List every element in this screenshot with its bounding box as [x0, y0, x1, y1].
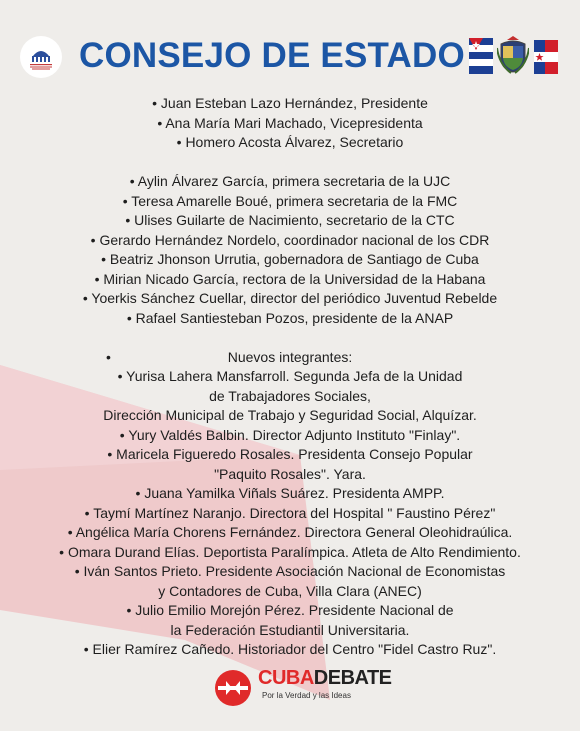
red-star-flag-icon [534, 40, 558, 74]
cuban-flag-icon [469, 38, 493, 74]
new-member-line: "Paquito Rosales". Yara. [214, 465, 366, 482]
new-member-line: y Contadores de Cuba, Villa Clara (ANEC) [158, 582, 422, 599]
new-member-line: de Trabajadores Sociales, [209, 387, 371, 404]
new-members-heading-row [0, 348, 580, 368]
member-item: • Beatriz Jhonson Urrutia, gobernadora de Santiago de Cuba [101, 251, 479, 267]
member-item: • Gerardo Hernández Nordelo, coordinador nacional de los CDR [90, 231, 490, 248]
leadership-item: • Ana María Mari Machado, Vicepresidenta [157, 114, 423, 131]
member-item: • Mirian Nicado García, rectora de la Universidad de la Habana [94, 270, 486, 287]
new-member-line: • Maricela Figueredo Rosales. Presidenta Consejo Popular [107, 446, 473, 462]
cubadebate-brand [214, 666, 392, 710]
new-member-line: • Elier Ramírez Cañedo. Historiador del Centro "Fidel Castro Ruz". [83, 641, 497, 657]
member-item: • Yoerkis Sánchez Cuellar, director del periódico Juventud Rebelde [82, 290, 498, 306]
member-item: • Rafael Santiesteban Pozos, presidente de la ANAP [126, 309, 454, 326]
new-member-line: • Yury Valdés Balbin. Director Adjunto Instituto "Finlay". [119, 426, 461, 443]
cubadebate-slogan: Por la Verdad y las Ideas [262, 691, 351, 700]
new-member-line: • Iván Santos Prieto. Presidente Asociación Nacional de Economistas [74, 563, 506, 579]
new-member-line: • Angélica María Chorens Fernández. Directora General Oleohidraúlica. [67, 524, 513, 540]
new-member-line: • Yurisa Lahera Mansfarroll. Segunda Jefa de la Unidad [117, 368, 463, 384]
parliament-emblem-icon [20, 36, 62, 78]
member-item: • Aylin Álvarez García, primera secretaria de la UJC [129, 173, 451, 189]
new-member-line: • Omara Durand Elías. Deportista Paralímpica. Atleta de Alto Rendimiento. [59, 543, 521, 560]
member-item: • Ulises Guilarte de Nacimiento, secretario de la CTC [125, 212, 455, 228]
header [0, 32, 580, 84]
new-member-line: • Julio Emilio Morejón Pérez. Presidente Nacional de [126, 602, 454, 618]
new-member-line: • Taymí Martínez Naranjo. Directora del Hospital " Faustino Pérez" [84, 504, 496, 521]
cubadebate-logo-icon [214, 669, 252, 707]
new-members-heading: Nuevos integrantes: [227, 348, 353, 365]
leadership-item: • Juan Esteban Lazo Hernández, Presidente [152, 95, 428, 111]
new-member-line: • Juana Yamilka Viñals Suárez. Presidenta AMPP. [135, 485, 445, 501]
cubadebate-wordmark: CUBADEBATE [258, 667, 392, 689]
coat-of-arms-icon [497, 36, 529, 74]
page-title: CONSEJO DE ESTADO [79, 36, 465, 75]
new-member-line: Dirección Municipal de Trabajo y Seguridad Social, Alquízar. [103, 407, 477, 423]
content-list [0, 94, 580, 660]
member-item: • Teresa Amarelle Boué, primera secretaria de la FMC [122, 192, 458, 209]
new-member-line: la Federación Estudiantil Universitaria. [170, 621, 410, 638]
leadership-item: • Homero Acosta Álvarez, Secretario [176, 134, 404, 150]
stray-bullet: • [106, 348, 111, 365]
